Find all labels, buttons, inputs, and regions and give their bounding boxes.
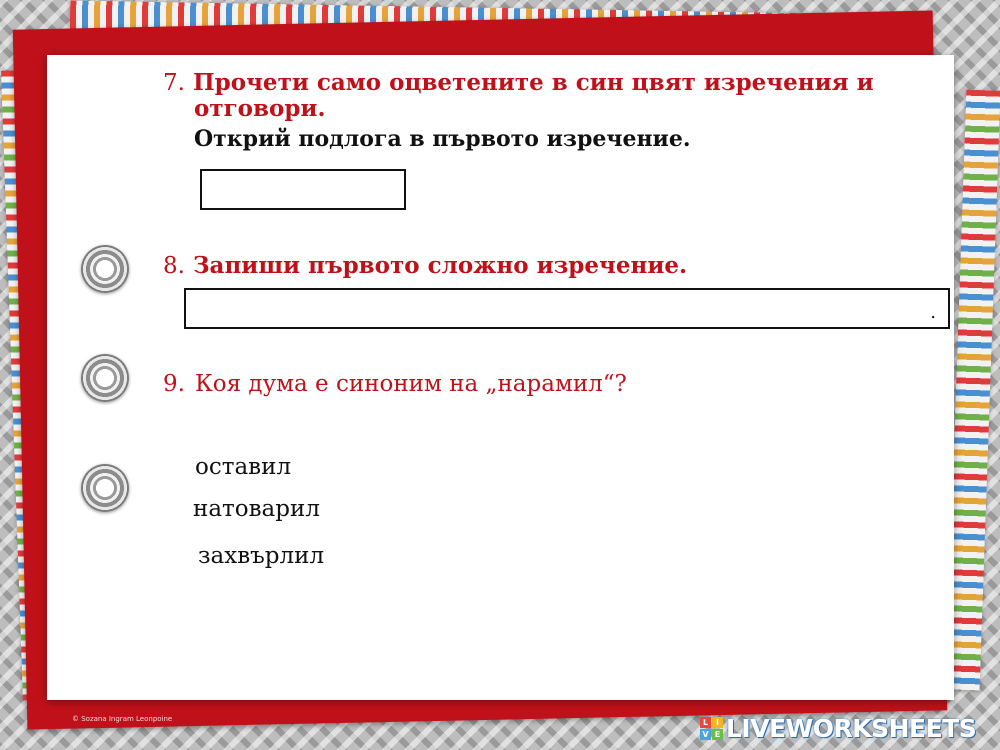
question-8-title <box>163 253 687 279</box>
logo-square-l: L <box>700 717 711 728</box>
question-8-number: 8. <box>163 253 185 279</box>
question-7-number: 7. <box>163 70 185 96</box>
logo-square-i: I <box>712 717 723 728</box>
option-zahvarlil[interactable]: захвърлил <box>198 543 325 569</box>
brand-name: LIVEWORKSHEETS <box>726 714 977 743</box>
copyright-text: © Sozana Ingram Leonpoine <box>72 715 173 723</box>
answer-7-input[interactable] <box>200 169 406 210</box>
option-natovaril[interactable]: натоварил <box>193 496 320 522</box>
logo-squares-icon <box>700 717 723 740</box>
answer-8-input[interactable] <box>184 288 950 329</box>
question-7-text-line1: Прочети само оцветените в син цвят изречения и <box>192 69 874 96</box>
question-7-text-line2: отговори. <box>194 95 326 122</box>
liveworksheets-logo <box>700 714 976 743</box>
radio-ring-icon[interactable] <box>81 464 129 512</box>
answer-8-period: . <box>930 302 936 323</box>
question-9-title <box>163 372 627 397</box>
logo-square-v: V <box>700 729 711 740</box>
radio-ring-icon[interactable] <box>81 245 129 293</box>
option-ostavil[interactable]: оставил <box>195 454 292 480</box>
logo-square-e: E <box>712 729 723 740</box>
question-8-text: Запиши първото сложно изречение. <box>192 252 688 279</box>
radio-ring-icon[interactable] <box>81 354 129 402</box>
question-7-subtask: Открий подлога в първото изречение. <box>194 126 691 152</box>
question-9-number: 9. <box>163 371 185 397</box>
question-7-title <box>163 70 903 121</box>
question-9-text: Коя дума е синоним на „нарамил“? <box>194 371 627 397</box>
